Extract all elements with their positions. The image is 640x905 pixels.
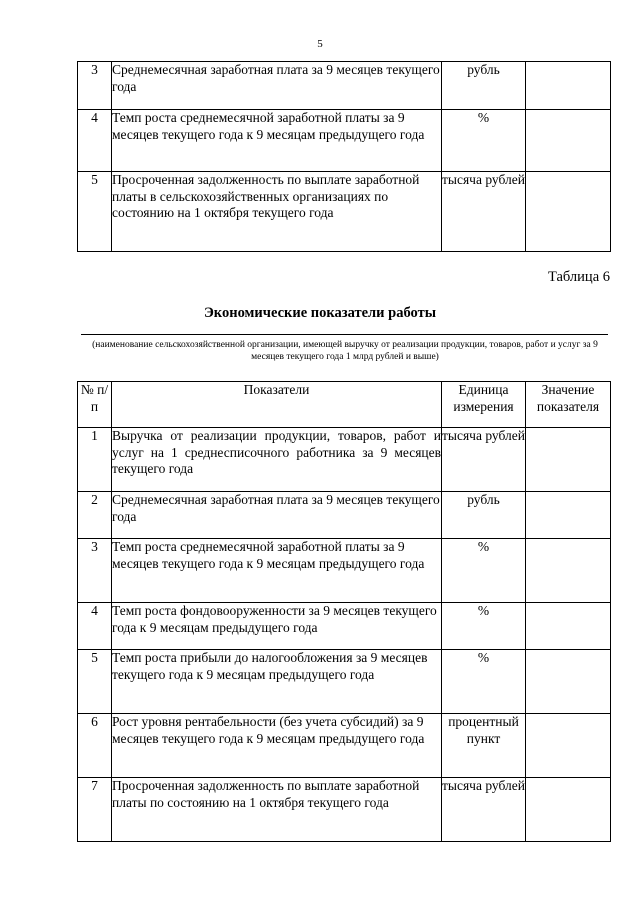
table-title: Экономические показатели работы (203, 305, 437, 321)
table-row (78, 428, 611, 492)
table-row (78, 714, 611, 778)
table-row (78, 62, 611, 110)
row-number: 7 (78, 778, 112, 842)
value-cell[interactable] (526, 110, 611, 172)
indicator-name: Темп роста среднемесячной заработной платы за 9 месяцев текущего года к 9 месяцам предыдущего года (112, 539, 442, 603)
value-cell[interactable] (526, 778, 611, 842)
economic-indicators-table (77, 381, 611, 842)
row-number: 4 (78, 603, 112, 650)
indicator-name: Среднемесячная заработная плата за 9 месяцев текущего года (112, 62, 442, 110)
row-number: 1 (78, 428, 112, 492)
table-label: Таблица 6 (547, 269, 610, 285)
indicator-name: Рост уровня рентабельности (без учета субсидий) за 9 месяцев текущего года к 9 месяцам предыдущего года (112, 714, 442, 778)
table-row (78, 539, 611, 603)
unit-cell: % (442, 110, 526, 172)
table-header-row (78, 382, 611, 428)
continued-indicators-table (77, 61, 611, 252)
row-number: 6 (78, 714, 112, 778)
value-cell[interactable] (526, 62, 611, 110)
table-row (78, 110, 611, 172)
organization-name-caption: (наименование сельскохозяйственной организации, имеющей выручку от реализации продукции, товаров, работ и услуг за 9 месяцев текущего года 1 млрд рублей и выше) (92, 340, 598, 362)
unit-cell: процентный пункт (442, 714, 526, 778)
unit-cell: рубль (442, 492, 526, 539)
page-number: 5 (317, 38, 323, 50)
indicator-name: Темп роста среднемесячной заработной платы за 9 месяцев текущего года к 9 месяцам предыдущего года (112, 110, 442, 172)
value-cell[interactable] (526, 428, 611, 492)
unit-cell: % (442, 603, 526, 650)
column-header-indicator: Показатели (112, 382, 442, 428)
indicator-name: Темп роста прибыли до налогообложения за 9 месяцев текущего года к 9 месяцам предыдущего года (112, 650, 442, 714)
column-header-number: № п/п (78, 382, 112, 428)
value-cell[interactable] (526, 603, 611, 650)
column-header-unit: Единица измерения (442, 382, 526, 428)
indicator-name: Темп роста фондовооруженности за 9 месяцев текущего года к 9 месяцам предыдущего года (112, 603, 442, 650)
value-cell[interactable] (526, 539, 611, 603)
row-number: 3 (78, 62, 112, 110)
row-number: 5 (78, 650, 112, 714)
row-number: 5 (78, 172, 112, 252)
unit-cell: % (442, 539, 526, 603)
table-row (78, 172, 611, 252)
table-row (78, 492, 611, 539)
value-cell[interactable] (526, 650, 611, 714)
indicator-name: Просроченная задолженность по выплате заработной платы по состоянию на 1 октября текущего года (112, 778, 442, 842)
row-number: 3 (78, 539, 112, 603)
value-cell[interactable] (526, 714, 611, 778)
indicator-name: Выручка от реализации продукции, товаров, работ и услуг на 1 среднесписочного работника за 9 месяцев текущего года (112, 428, 442, 492)
unit-cell: тысяча рублей (442, 778, 526, 842)
row-number: 2 (78, 492, 112, 539)
column-header-value: Значение показателя (526, 382, 611, 428)
unit-cell: рубль (442, 62, 526, 110)
unit-cell: тысяча рублей (442, 428, 526, 492)
indicator-name: Просроченная задолженность по выплате заработной платы в сельскохозяйственных организациях по состоянию на 1 октября текущего года (112, 172, 442, 252)
value-cell[interactable] (526, 492, 611, 539)
organization-name-line[interactable] (81, 334, 608, 335)
table-row (78, 778, 611, 842)
row-number: 4 (78, 110, 112, 172)
unit-cell: тысяча рублей (442, 172, 526, 252)
unit-cell: % (442, 650, 526, 714)
table-row (78, 650, 611, 714)
table-row (78, 603, 611, 650)
value-cell[interactable] (526, 172, 611, 252)
indicator-name: Среднемесячная заработная плата за 9 месяцев текущего года (112, 492, 442, 539)
